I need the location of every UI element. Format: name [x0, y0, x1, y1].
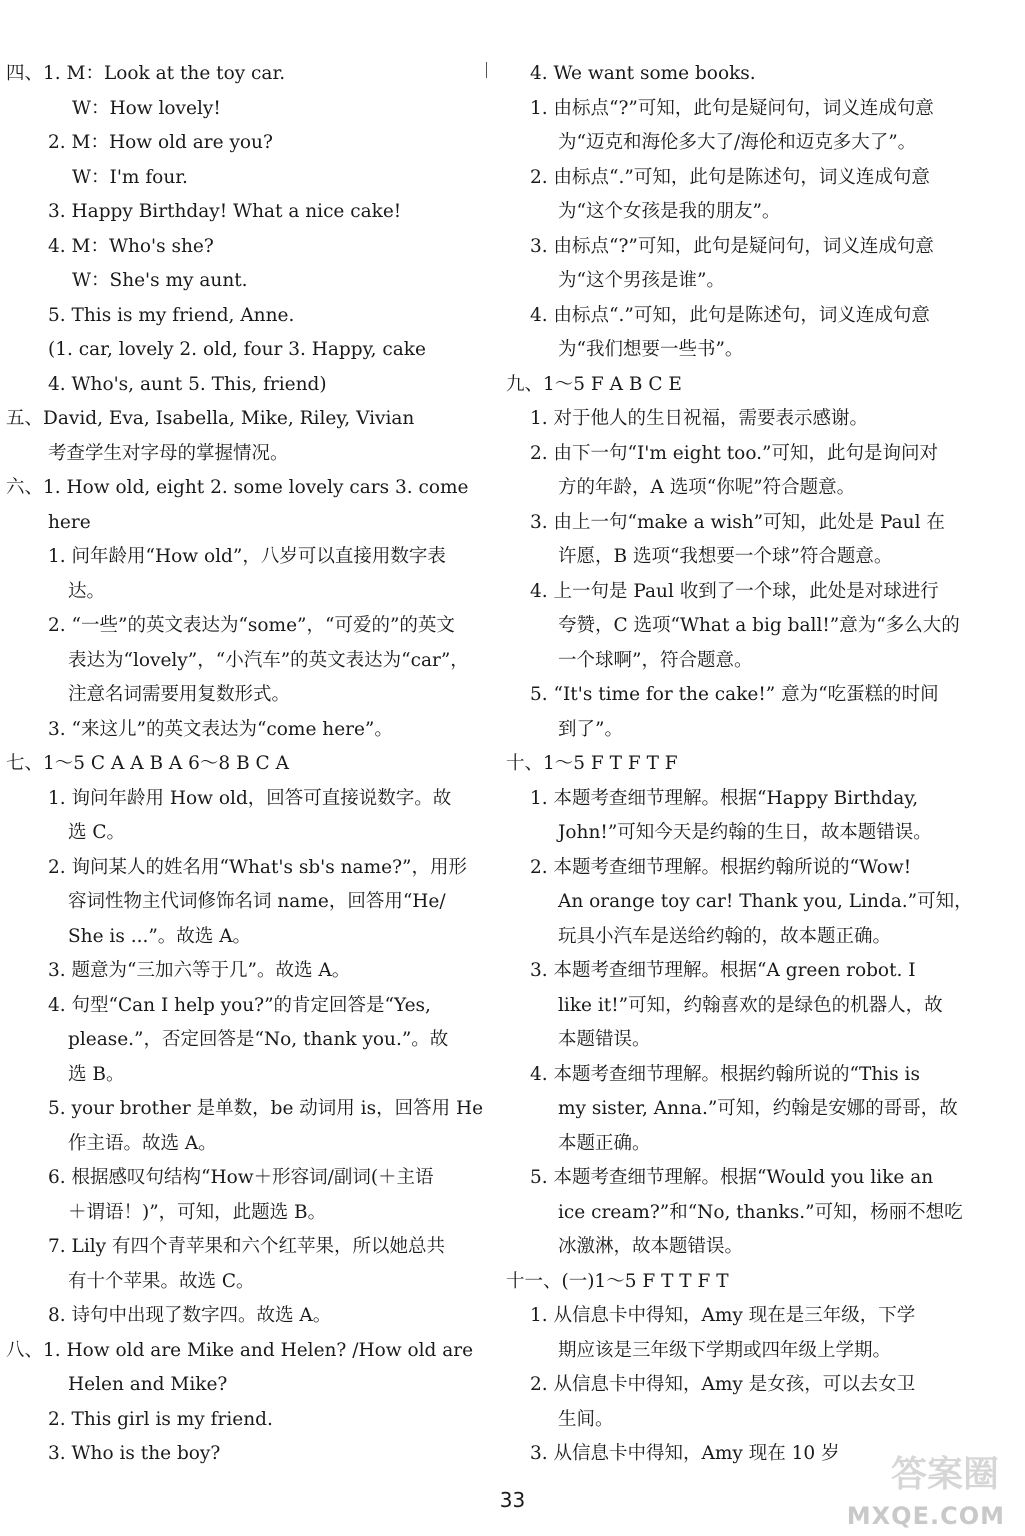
answer-line: Helen and Mike? — [68, 1374, 228, 1395]
answer-line: 有十个苹果。故选 C。 — [68, 1270, 255, 1292]
answer-line: 2. 询问某人的姓名用“What's sb's name?”，用形 — [48, 856, 467, 878]
answer-line: 4. 上一句是 Paul 收到了一个球，此处是对球进行 — [530, 580, 939, 602]
answer-line: W：She's my aunt. — [72, 270, 248, 291]
answer-line: 八、1. How old are Mike and Helen? /How old are — [6, 1339, 474, 1361]
answer-line: 四、1. M：Look at the toy car. — [6, 63, 286, 84]
answer-line: 考查学生对字母的掌握情况。 — [48, 442, 289, 464]
answer-line: 为“迈克和海伦多大了/海伦和迈克多大了”。 — [558, 132, 917, 153]
answer-line: 2. 由下一句“I'm eight too.”可知，此句是询问对 — [530, 442, 938, 464]
answer-line: 1. 询问年龄用 How old，回答可直接说数字。故 — [48, 787, 452, 809]
answer-line: 选 C。 — [68, 822, 126, 843]
answer-line: 3. 从信息卡中得知，Amy 现在 10 岁 — [530, 1443, 840, 1464]
answer-line: 许愿，B 选项“我想要一个球”符合题意。 — [558, 546, 893, 567]
answer-line: 7. Lily 有四个青苹果和六个红苹果，所以她总共 — [48, 1236, 445, 1257]
answer-line: 生间。 — [558, 1408, 614, 1430]
answer-line: 2. This girl is my friend. — [48, 1408, 273, 1430]
answer-line: 6. 根据感叹句结构“How＋形容词/副词(＋主语 — [48, 1167, 434, 1188]
answer-line: 为“这个男孩是谁”。 — [558, 270, 725, 291]
answer-line: 1. 从信息卡中得知，Amy 现在是三年级，下学 — [530, 1305, 916, 1326]
answer-line: 4. We want some books. — [530, 63, 756, 84]
right-column — [506, 57, 976, 1472]
answer-line: ice cream?”和“No, thanks.”可知，杨丽不想吃 — [558, 1201, 963, 1223]
answer-line: 4. 本题考查细节理解。根据约翰所说的“This is — [530, 1063, 920, 1085]
answer-line: 容词性物主代词修饰名词 name，回答用“He/ — [68, 891, 446, 912]
answer-line: 夸赞，C 选项“What a big ball!”意为“多么大的 — [558, 615, 960, 636]
answer-line: 2. “一些”的英文表达为“some”，“可爱的”的英文 — [48, 615, 455, 636]
answer-line: 十、1～5 F T F T F — [506, 753, 678, 774]
answer-line: 3. Happy Birthday! What a nice cake! — [48, 201, 402, 222]
answer-line: 3. 本题考查细节理解。根据“A green robot. I — [530, 960, 916, 981]
answer-line: 玩具小汽车是送给约翰的，故本题正确。 — [558, 925, 892, 947]
answer-line: 3. “来这儿”的英文表达为“come here”。 — [48, 718, 393, 740]
page-number: 33 — [499, 1488, 526, 1512]
answer-line: 冰激淋，故本题错误。 — [558, 1236, 744, 1257]
answer-line: my sister, Anna.”可知，约翰是安娜的哥哥，故 — [558, 1098, 958, 1119]
answer-line: An orange toy car! Thank you, Linda.”可知， — [558, 891, 973, 912]
answer-line: 2. M：How old are you? — [48, 132, 273, 153]
watermark-badge: 答案圈 — [890, 1454, 999, 1495]
answer-line: 2. 从信息卡中得知，Amy 是女孩，可以去女卫 — [530, 1374, 916, 1395]
column-divider — [486, 62, 487, 78]
answer-line: John!”可知今天是约翰的生日，故本题错误。 — [558, 822, 932, 843]
answer-line: 到了”。 — [558, 718, 623, 740]
answer-line: 选 B。 — [68, 1063, 125, 1085]
answer-line: 期应该是三年级下学期或四年级上学期。 — [558, 1339, 892, 1361]
answer-line: 4. 句型“Can I help you?”的肯定回答是“Yes, — [48, 994, 431, 1016]
answer-line: 为“这个女孩是我的朋友”。 — [558, 201, 781, 222]
answer-line: 1. 由标点“?”可知，此句是疑问句，词义连成句意 — [530, 97, 934, 119]
answer-line: please.”，否定回答是“No, thank you.”。故 — [68, 1029, 449, 1050]
left-column — [6, 57, 484, 1472]
answer-line: 1. 问年龄用“How old”，八岁可以直接用数字表 — [48, 546, 446, 567]
answer-line: 注意名词需要用复数形式。 — [68, 684, 291, 705]
answer-line: 七、1～5 C A A B A 6～8 B C A — [6, 753, 289, 774]
answer-line: 3. Who is the boy? — [48, 1443, 221, 1464]
answer-line: here — [48, 511, 91, 533]
answer-line: 作主语。故选 A。 — [68, 1132, 217, 1154]
answer-line: 本题错误。 — [558, 1029, 651, 1050]
watermark-logo — [845, 1446, 1005, 1530]
answer-line: 1. 本题考查细节理解。根据“Happy Birthday, — [530, 787, 919, 809]
answer-line: 5. This is my friend, Anne. — [48, 304, 295, 326]
answer-line: 4. Who's, aunt 5. This, friend) — [48, 373, 327, 395]
answer-line: W：How lovely! — [72, 97, 221, 119]
answer-line: 3. 题意为“三加六等于几”。故选 A。 — [48, 960, 351, 981]
answer-line: 8. 诗句中出现了数字四。故选 A。 — [48, 1305, 332, 1326]
answer-line: like it!”可知，约翰喜欢的是绿色的机器人，故 — [558, 994, 943, 1016]
answer-line: 5. “It's time for the cake!” 意为“吃蛋糕的时间 — [530, 684, 939, 705]
answer-line: 达。 — [68, 580, 106, 602]
answer-line: 3. 由标点“?”可知，此句是疑问句，词义连成句意 — [530, 235, 934, 257]
answer-line: 4. 由标点“.”可知，此句是陈述句，词义连成句意 — [530, 304, 930, 326]
answer-line: 2. 由标点“.”可知，此句是陈述句，词义连成句意 — [530, 166, 930, 188]
answer-line: 5. your brother 是单数，be 动词用 is，回答用 He — [48, 1098, 484, 1119]
answer-line: 5. 本题考查细节理解。根据“Would you like an — [530, 1167, 934, 1188]
answer-line: 1. 对于他人的生日祝福，需要表示感谢。 — [530, 408, 869, 429]
answer-line: 4. M：Who's she? — [48, 235, 214, 257]
answer-line: 表达为“lovely”，“小汽车”的英文表达为“car”， — [68, 649, 469, 671]
answer-line: 六、1. How old, eight 2. some lovely cars 3. come — [6, 477, 469, 498]
answer-line: 九、1～5 F A B C E — [506, 373, 682, 395]
answer-line: She is ...”。故选 A。 — [68, 925, 252, 947]
answer-line: 方的年龄，A 选项“你呢”符合题意。 — [558, 477, 856, 498]
answer-line: 3. 由上一句“make a wish”可知，此处是 Paul 在 — [530, 511, 945, 533]
answer-line: ＋谓语！)”，可知，此题选 B。 — [68, 1201, 327, 1223]
answer-line: 本题正确。 — [558, 1132, 651, 1154]
answer-line: W：I'm four. — [72, 166, 188, 188]
answer-line: 一个球啊”，符合题意。 — [558, 649, 753, 671]
answer-line: 五、David, Eva, Isabella, Mike, Riley, Vivian — [6, 408, 415, 429]
answer-line: 2. 本题考查细节理解。根据约翰所说的“Wow! — [530, 856, 912, 878]
watermark-text: MXQE.COM — [846, 1502, 1005, 1530]
answer-line: (1. car, lovely 2. old, four 3. Happy, cake — [48, 339, 426, 360]
answer-line: 为“我们想要一些书”。 — [558, 339, 744, 360]
answer-line: 十一、(一)1～5 F T T F T — [506, 1270, 729, 1292]
